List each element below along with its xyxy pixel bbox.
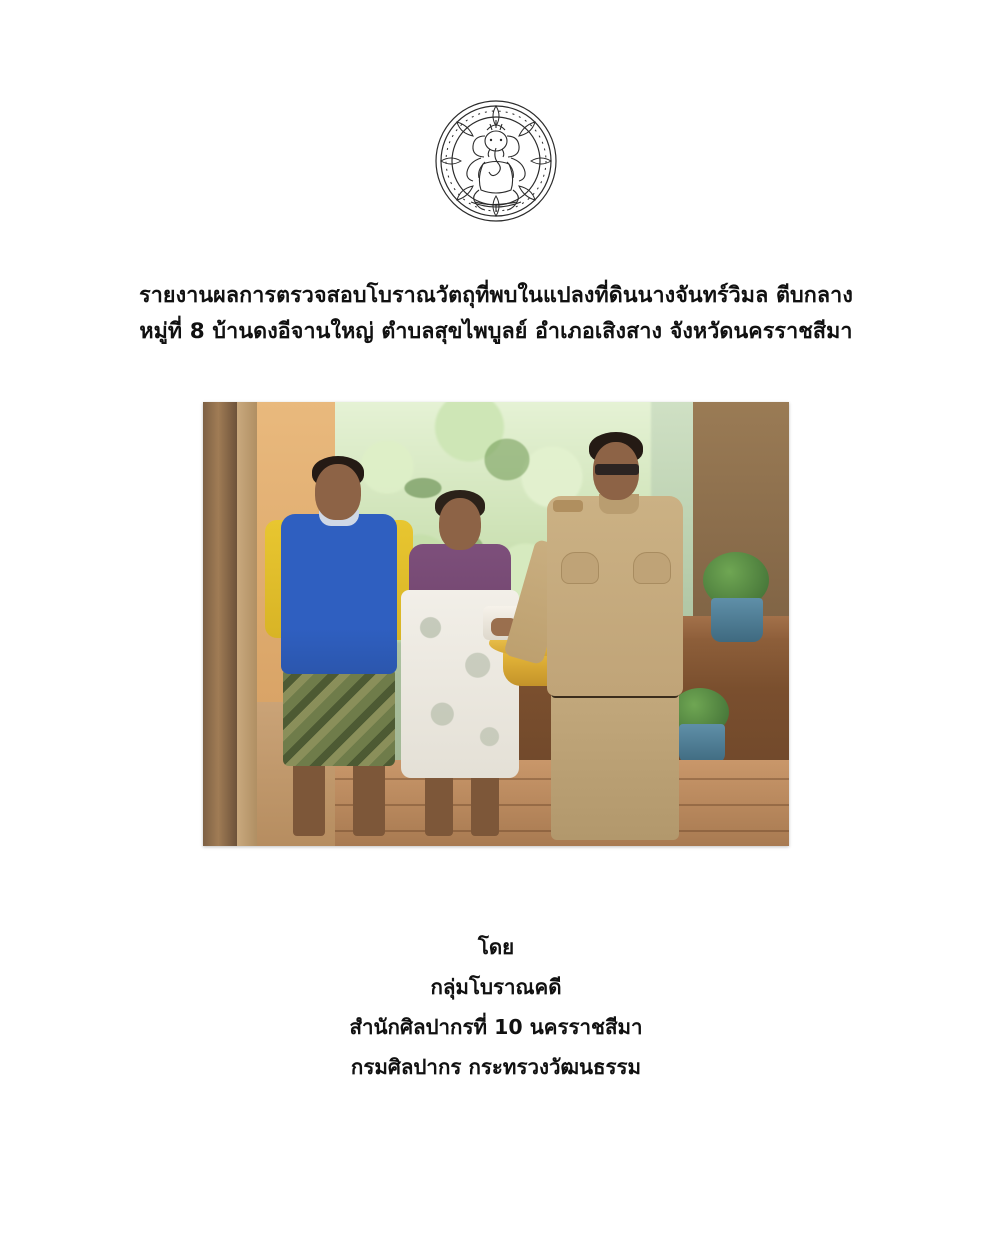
byline-line-3: สำนักศิลปากรที่ 10 นครราชสีมา xyxy=(349,1015,643,1040)
photo-p2-leg-right xyxy=(471,774,499,836)
photo-p3-torso xyxy=(547,496,683,696)
photo-p3-pocket-right xyxy=(633,552,671,584)
photo-p2-leg-left xyxy=(425,774,453,836)
photo-pot-2 xyxy=(679,724,725,764)
document-byline xyxy=(66,928,926,1088)
photo-pot-1 xyxy=(711,598,763,642)
photo-post-outer xyxy=(203,402,237,846)
photo-p3-sunglasses xyxy=(595,464,639,475)
photo-p1-leg-right xyxy=(353,762,385,836)
title-line-2: หมู่ที่ 8 บ้านดงอีจานใหญ่ ตำบลสุขไพบูลย์ อำเภอเสิงสาง จังหวัดนครราชสีมา xyxy=(139,319,853,345)
photo-p1-head xyxy=(315,464,361,520)
photo-floor xyxy=(257,760,789,846)
byline-line-1: โดย xyxy=(477,935,515,960)
photo-scene xyxy=(203,402,789,846)
photo-p3-epaulet xyxy=(553,500,583,512)
photo-p1-shorts xyxy=(283,668,395,766)
ganesha-seal-emblem xyxy=(421,86,571,236)
photo-post-inner xyxy=(237,402,257,846)
photo-p3-pants xyxy=(551,690,679,840)
photo-p2-head xyxy=(439,498,481,550)
photo-p1-torso xyxy=(281,514,397,674)
title-line-1: รายงานผลการตรวจสอบโบราณวัตถุที่พบในแปลงที่ดินนางจันทร์วิมล ตีบกลาง xyxy=(139,283,853,308)
cover-photo xyxy=(203,402,789,846)
document-title xyxy=(66,278,926,350)
photo-p3-pocket-left xyxy=(561,552,599,584)
byline-line-4: กรมศิลปากร กระทรวงวัฒนธรรม xyxy=(350,1055,642,1080)
byline-line-2: กลุ่มโบราณคดี xyxy=(430,975,562,1000)
photo-p1-leg-left xyxy=(293,762,325,836)
